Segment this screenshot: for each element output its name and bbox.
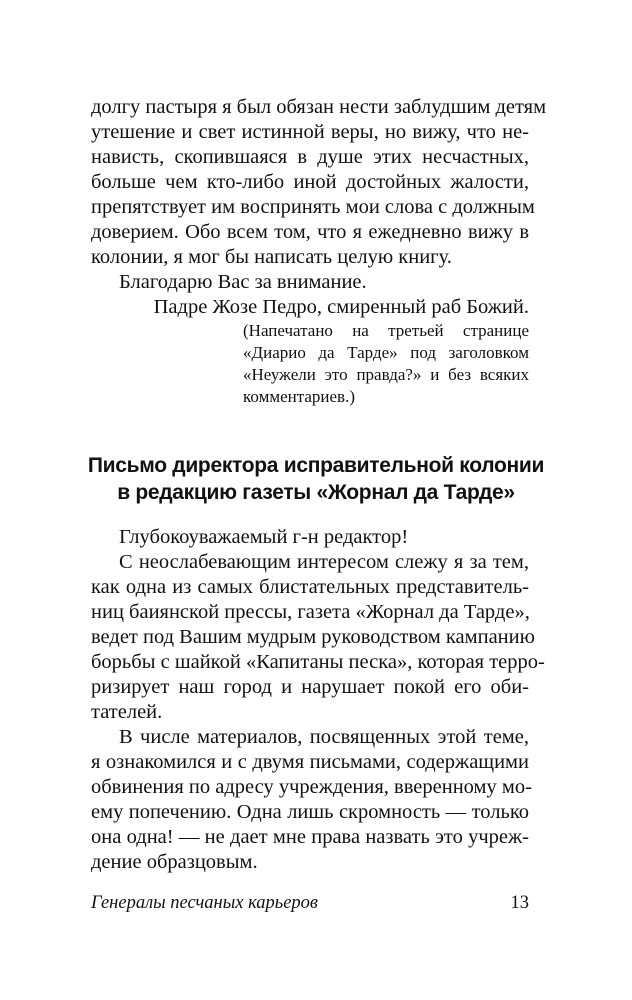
running-footer-title: Генералы песчаных карьеров [91, 893, 318, 913]
letter-line: дение образцовым. [91, 851, 258, 873]
editor-note-line: комментариев.) [243, 387, 355, 406]
editor-note-line: (Напечатано на третьей странице [243, 321, 529, 340]
letter-line: тателей. [91, 701, 163, 723]
letter-line: С неослабевающим интересом слежу я за тем, [119, 551, 529, 573]
letter-line: она одна! — не дает мне права назвать это учреж- [91, 826, 529, 848]
body-line: доверием. Обо всем том, что я ежедневно вижу в [91, 221, 529, 243]
body-line: долгу пастыря я был обязан нести заблудшим детям [91, 96, 547, 118]
letter-line: ризирует наш город и нарушает покой его оби- [91, 676, 529, 698]
section-heading-line2: в редакцию газеты «Жорнал да Тарде» [117, 481, 515, 504]
body-line: утешение и свет истинной веры, но вижу, что не- [91, 121, 529, 143]
letter-line: ниц баиянской прессы, газета «Жорнал да Тарде», [91, 601, 530, 623]
letter-line: В числе материалов, посвященных этой теме, [119, 726, 529, 748]
letter-line: как одна из самых блистательных представитель- [91, 576, 529, 598]
body-line: колонии, я мог бы написать целую книгу. [91, 246, 452, 268]
body-line: препятствует им воспринять мои слова с должным [91, 196, 535, 218]
letter-line: обвинения по адресу учреждения, вверенному мо- [91, 776, 532, 798]
body-line: больше чем кто-либо иной достойных жалости, [91, 171, 529, 193]
section-heading-line1: Письмо директора исправительной колонии [87, 454, 545, 477]
editor-note-line: «Диарио да Тарде» под заголовком [243, 343, 529, 362]
letter-salutation: Глубокоуважаемый г-н редактор! [119, 526, 409, 548]
letter-line: ведет под Вашим мудрым руководством кампанию [91, 626, 535, 648]
letter-line: ему попечению. Одна лишь скромность — только [91, 801, 529, 823]
letter-line: я ознакомился и с двумя письмами, содержащими [91, 751, 529, 773]
editor-note-line: «Неужели это правда?» и без всяких [243, 365, 529, 384]
signature: Падре Жозе Педро, смиренный раб Божий. [153, 296, 529, 318]
body-line: нависть, скопившаяся в душе этих несчастных, [91, 146, 529, 168]
closing-thanks: Благодарю Вас за внимание. [119, 271, 367, 293]
letter-line: борьбы с шайкой «Капитаны песка», которая терро- [91, 651, 545, 673]
page-number: 13 [510, 893, 529, 913]
